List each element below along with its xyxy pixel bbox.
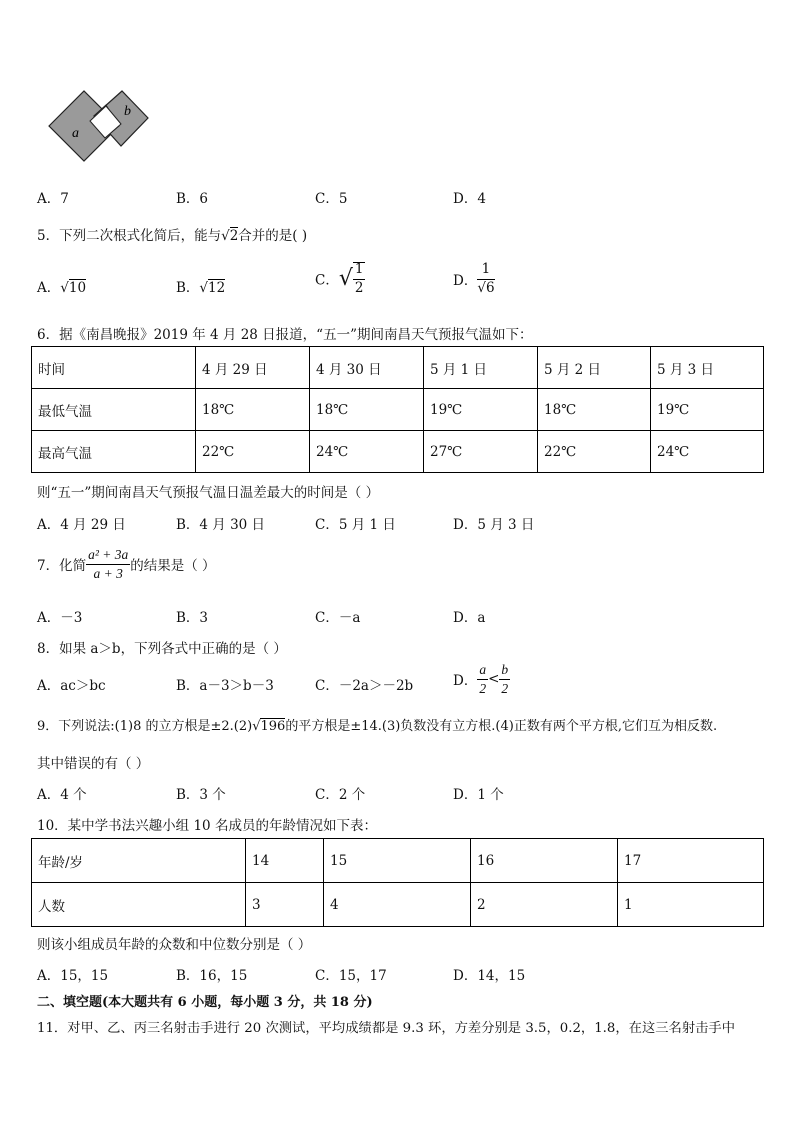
q6-option-b: B．4 月 30 日: [176, 517, 266, 533]
q9-option-a: A．4 个: [37, 787, 87, 803]
squares-figure: [44, 86, 154, 168]
q10-table: [31, 838, 764, 927]
table-cell: 14: [246, 839, 324, 883]
q6-table: [31, 346, 764, 473]
table-cell: 18℃: [310, 389, 424, 431]
table-cell: 4: [324, 883, 471, 927]
q7-stem: 7．化简 $\frac{\text{a² + 3a}}{a + 3}$ 的结果是（ ）: [37, 547, 216, 581]
table-cell: 1: [618, 883, 764, 927]
table-cell: 27℃: [424, 431, 538, 473]
table-cell: 时间: [32, 347, 196, 389]
table-cell: 16: [471, 839, 618, 883]
table-cell: 人数: [32, 883, 246, 927]
q6-option-a: A．4 月 29 日: [37, 517, 126, 533]
table-cell: 19℃: [651, 389, 764, 431]
q7-option-a: A．－3: [37, 610, 83, 626]
q4-option-b: B．6: [176, 191, 209, 207]
sqrt-icon: √: [221, 228, 230, 244]
table-cell: 15: [324, 839, 471, 883]
table-cell: 4 月 30 日: [310, 347, 424, 389]
q7-option-b: B．3: [176, 610, 209, 626]
table-cell: 22℃: [196, 431, 310, 473]
q4-option-a: A．7: [37, 191, 69, 207]
q10-stem: 10．某中学书法兴趣小组 10 名成员的年龄情况如下表：: [37, 818, 377, 834]
q4-option-d: D．4: [453, 191, 486, 207]
q10-option-a: A．15，15: [37, 968, 109, 984]
q9-line2: 其中错误的有（ ）: [37, 756, 150, 772]
q5-option-d: D． $\frac{1}{√6}$: [453, 261, 495, 296]
table-cell: 22℃: [538, 431, 651, 473]
table-cell: 18℃: [538, 389, 651, 431]
q5-option-b: B．√12: [176, 280, 226, 296]
q5-option-a: A．√10: [37, 280, 87, 296]
q9-stem: 9．下列说法:(1)8 的立方根是±2.(2)√196的平方根是±14.(3)负数没有立方根.(4)正数有两个平方根,它们互为相反数.: [37, 719, 718, 734]
table-cell: 24℃: [310, 431, 424, 473]
q6-option-d: D．5 月 3 日: [453, 517, 535, 533]
table-cell: 5 月 1 日: [424, 347, 538, 389]
q10-option-b: B．16，15: [176, 968, 248, 984]
table-cell: 19℃: [424, 389, 538, 431]
label-b: b: [124, 104, 131, 119]
q9-option-b: B．3 个: [176, 787, 226, 803]
q8-option-d: D． $\frac{a}{2}$ < $\frac{b}{2}$: [453, 662, 509, 696]
q8-stem: 8．如果 a＞b，下列各式中正确的是（ ）: [37, 641, 287, 657]
q11-stem: 11．对甲、乙、丙三名射击手进行 20 次测试，平均成绩都是 9.3 环，方差分别是 3.5，0.2，1.8，在这三名射击手中: [37, 1021, 736, 1036]
table-cell: 最低气温: [32, 389, 196, 431]
q8-option-b: B．a－3＞b－3: [176, 678, 274, 694]
label-a: a: [72, 126, 79, 141]
table-cell: 最高气温: [32, 431, 196, 473]
table-cell: 24℃: [651, 431, 764, 473]
q4-option-c: C．5: [315, 191, 348, 207]
table-cell: 5 月 3 日: [651, 347, 764, 389]
table-cell: 2: [471, 883, 618, 927]
q9-option-d: D．1 个: [453, 787, 504, 803]
table-cell: 3: [246, 883, 324, 927]
q8-option-c: C．－2a＞－2b: [315, 678, 414, 694]
q6-question: 则“五一”期间南昌天气预报气温日温差最大的时间是（ ）: [37, 485, 380, 501]
q7-option-d: D．a: [453, 610, 486, 626]
q6-stem: 6．据《南昌晚报》2019 年 4 月 28 日报道，“五一”期间南昌天气预报气温如下：: [37, 327, 533, 343]
q6-option-c: C．5 月 1 日: [315, 517, 396, 533]
q5-stem: 5．下列二次根式化简后，能与√2合并的是( ): [37, 228, 308, 244]
table-cell: 17: [618, 839, 764, 883]
q10-question: 则该小组成员年龄的众数和中位数分别是（ ）: [37, 937, 312, 953]
q7-option-c: C．－a: [315, 610, 361, 626]
section-heading: 二、填空题(本大题共有 6 小题，每小题 3 分，共 18 分): [37, 995, 373, 1010]
table-cell: 5 月 2 日: [538, 347, 651, 389]
q5-option-c: C．√ $\frac{1}{2}$: [315, 261, 364, 296]
q8-option-a: A．ac＞bc: [37, 678, 106, 694]
q10-option-d: D．14，15: [453, 968, 526, 984]
table-cell: 18℃: [196, 389, 310, 431]
table-cell: 4 月 29 日: [196, 347, 310, 389]
q9-option-c: C．2 个: [315, 787, 366, 803]
table-cell: 年龄/岁: [32, 839, 246, 883]
q10-option-c: C．15，17: [315, 968, 387, 984]
